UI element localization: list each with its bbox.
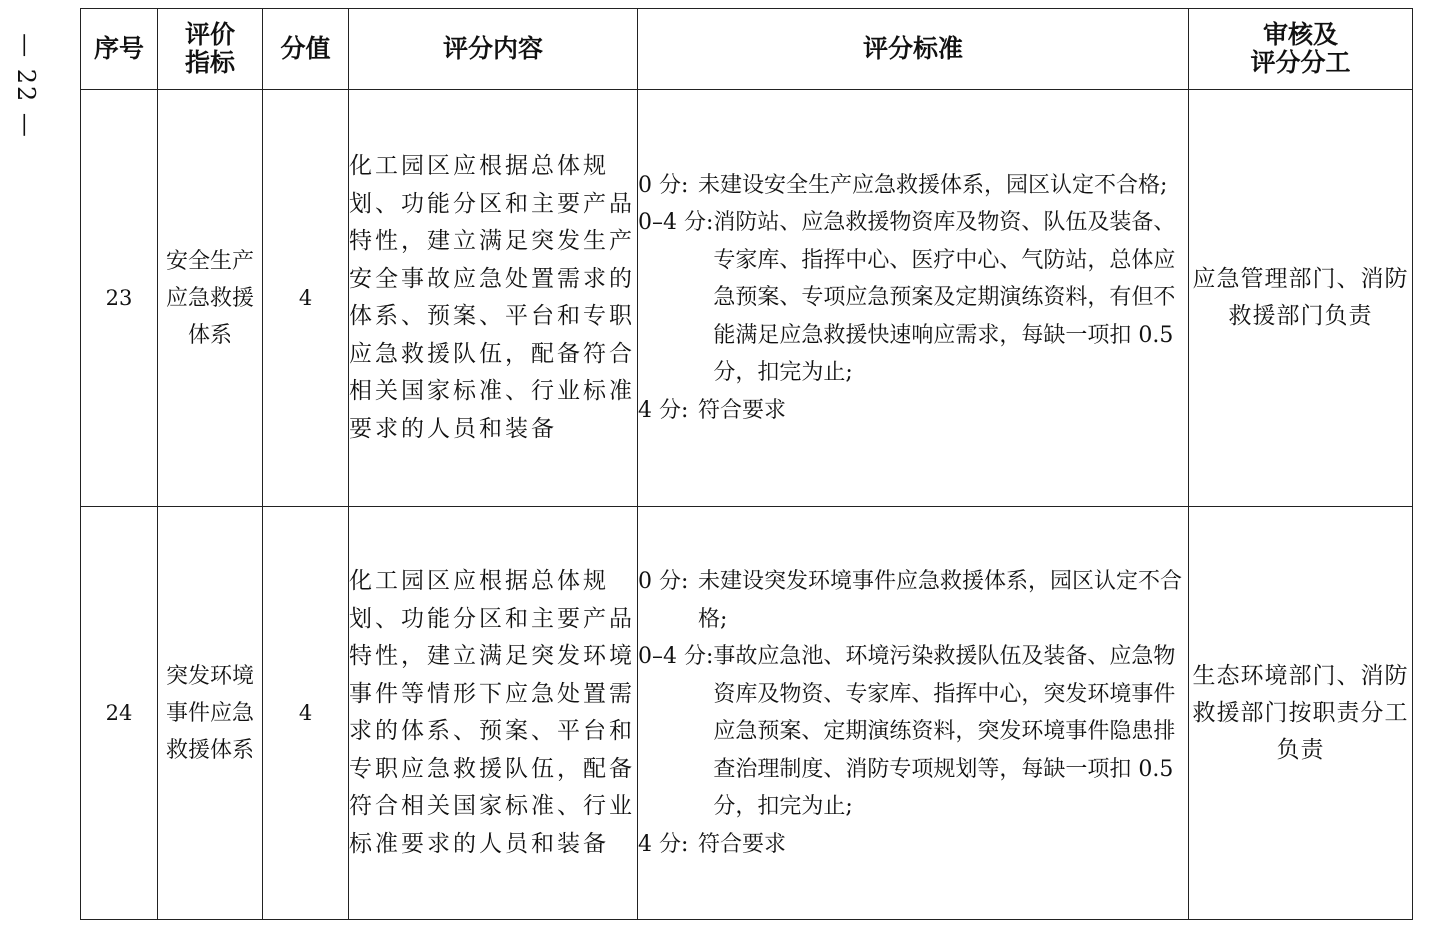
header-score: 分值	[263, 9, 349, 90]
header-review: 审核及 评分分工	[1189, 9, 1413, 90]
page-number-text: — 22 —	[12, 33, 41, 139]
header-indicator: 评价 指标	[158, 9, 263, 90]
criteria-text: 未建设突发环境事件应急救援体系，园区认定不合格;	[698, 569, 1183, 632]
criteria-item	[638, 204, 1188, 392]
table-row	[81, 507, 1413, 920]
criteria-item	[638, 392, 1188, 430]
page-number	[4, 30, 48, 142]
row-number: 24	[81, 507, 158, 920]
header-content: 评分内容	[349, 9, 638, 90]
criteria-label: 0 分:	[638, 569, 689, 594]
criteria-label: 0–4 分:	[638, 210, 714, 236]
row-review: 应急管理部门、消防救援部门负责	[1189, 90, 1413, 507]
row-content: 化工园区应根据总体规划、功能分区和主要产品特性，建立满足突发环境事件等情形下应急处置需求的体系、预案、平台和专职应急救援队伍，配备符合相关国家标准、行业标准要求的人员和装备	[349, 507, 638, 920]
criteria-text: 符合要求	[698, 831, 787, 857]
row-number: 23	[81, 90, 158, 507]
scoring-table	[80, 8, 1413, 920]
criteria-text: 消防站、应急救援物资库及物资、队伍及装备、专家库、指挥中心、医疗中心、气防站，总体应急预案、专项应急预案及定期演练资料，有但不能满足应急救援快速响应需求，每缺一项扣 0.5 分，扣完为止;	[713, 210, 1176, 386]
row-indicator: 突发环境 事件应急 救援体系	[158, 507, 263, 920]
criteria-text: 事故应急池、环境污染救援队伍及装备、应急物资库及物资、专家库、指挥中心，突发环境事件应急预案、定期演练资料，突发环境事件隐患排查治理制度、消防专项规划等，每缺一项扣 0.5 分，扣完为止;	[713, 644, 1176, 819]
criteria-text: 未建设安全生产应急救援体系，园区认定不合格;	[698, 172, 1168, 198]
table-row	[81, 90, 1413, 507]
header-row	[81, 9, 1413, 90]
row-score: 4	[263, 507, 349, 920]
row-indicator: 安全生产 应急救援 体系	[158, 90, 263, 507]
row-content: 化工园区应根据总体规划、功能分区和主要产品特性，建立满足突发生产安全事故应急处置需求的体系、预案、平台和专职应急救援队伍，配备符合相关国家标准、行业标准要求的人员和装备	[349, 90, 638, 507]
header-seq: 序号	[81, 9, 158, 90]
criteria-item	[638, 638, 1188, 826]
criteria-label: 4 分:	[638, 831, 689, 857]
criteria-item	[638, 563, 1188, 638]
row-criteria	[638, 507, 1189, 920]
header-criteria: 评分标准	[638, 9, 1189, 90]
criteria-item	[638, 826, 1188, 864]
criteria-text: 符合要求	[698, 397, 787, 423]
criteria-label: 0–4 分:	[638, 644, 714, 669]
criteria-label: 4 分:	[638, 397, 689, 423]
criteria-label: 0 分:	[638, 172, 689, 198]
row-review: 生态环境部门、消防救援部门按职责分工负责	[1189, 507, 1413, 920]
criteria-item	[638, 167, 1188, 205]
row-criteria	[638, 90, 1189, 507]
row-score: 4	[263, 90, 349, 507]
